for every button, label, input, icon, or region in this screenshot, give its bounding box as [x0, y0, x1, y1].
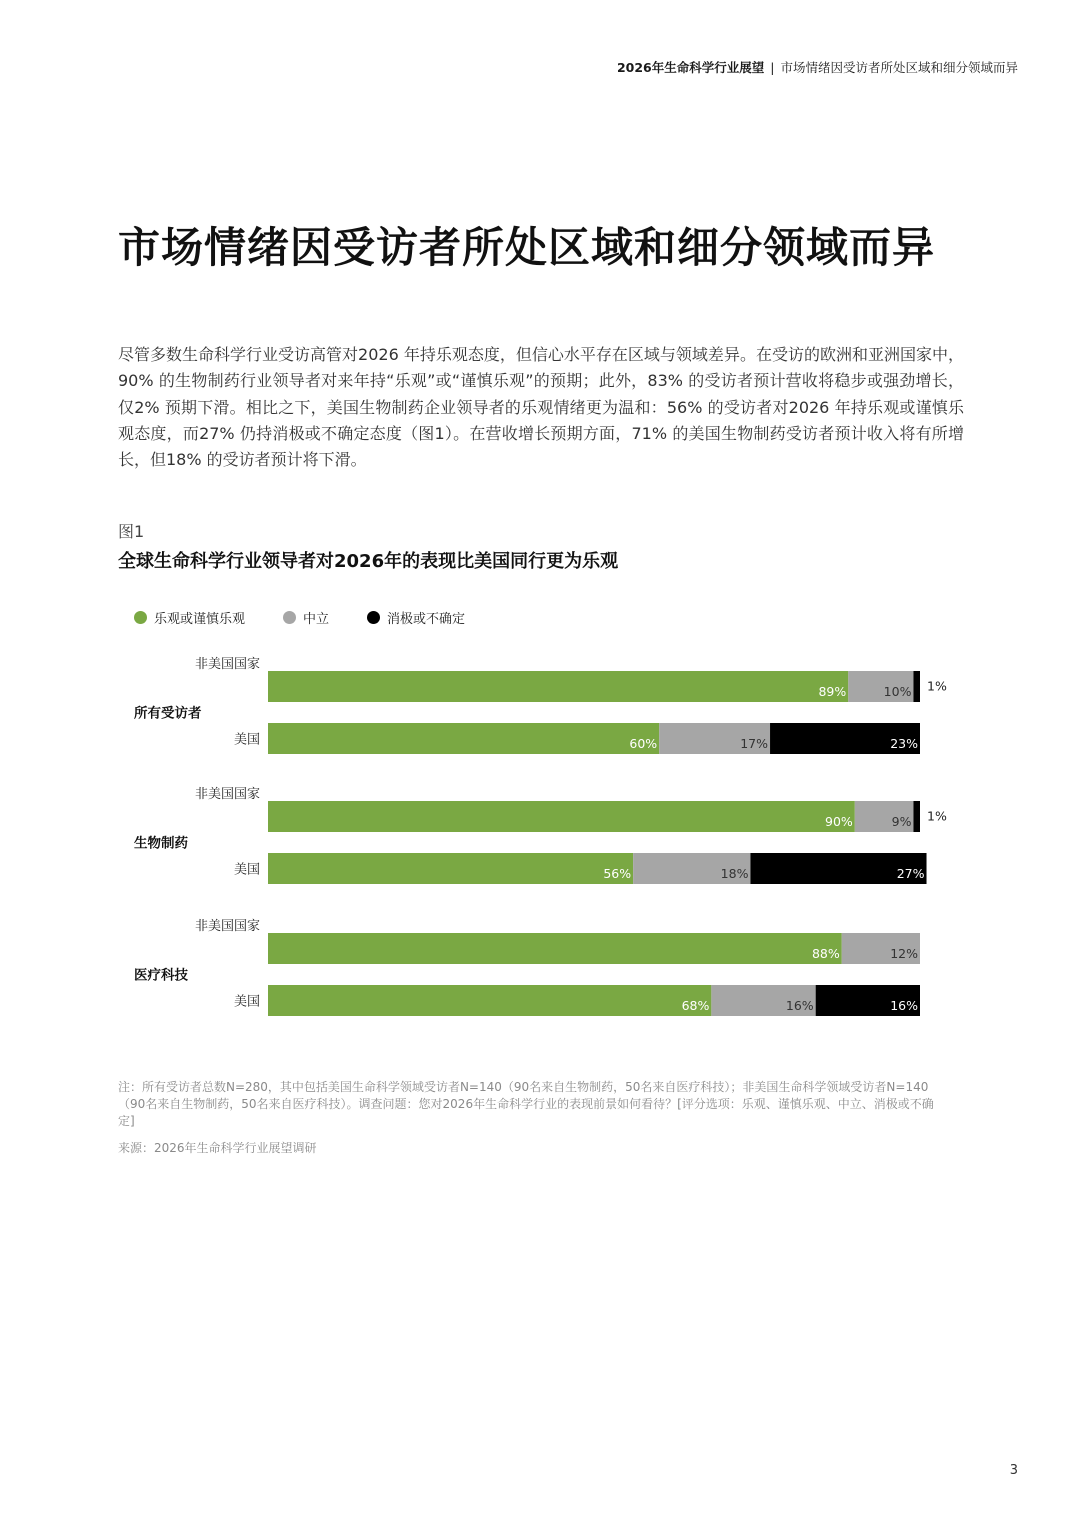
bar-value-label: 18% [720, 866, 749, 881]
header-report-title: 2026年生命科学行业展望 [616, 60, 765, 75]
bar-value-label: 10% [883, 684, 912, 699]
legend-label-neutral: 中立 [303, 612, 330, 627]
chart-legend [134, 608, 465, 627]
group-label: 生物制药 [134, 835, 188, 852]
bar-value-label: 1% [927, 808, 947, 824]
bar-segment [268, 801, 855, 832]
bar-segment [268, 723, 659, 754]
legend-item-negative [367, 608, 465, 627]
bar-value-label: 16% [890, 998, 918, 1013]
stacked-bar-chart [0, 650, 1080, 1030]
bar-row-label: 美国 [233, 732, 260, 748]
legend-label-negative: 消极或不确定 [387, 612, 466, 627]
header-separator: | [770, 60, 775, 75]
bar-value-label: 88% [811, 946, 840, 961]
bar-value-label: 16% [785, 998, 814, 1013]
bar-row-label: 非美国国家 [194, 919, 260, 934]
body-paragraph: 尽管多数生命科学行业受访高管对2026 年持乐观态度，但信心水平存在区域与领域差异。在受访的欧洲和亚洲国家中，90% 的生物制药行业领导者对来年持“乐观”或“谨慎乐观”的预期；此外，83% 的受访者预计营收将稳步或强劲增长，仅2% 预期下滑。相比之下，美国生物制药企业领导者的乐观情绪更为温和：56% 的受访者对2026 年持乐观或谨慎乐观态度，而27% 仍持消极或不确定态度（图1）。在营收增长预期方面，71% 的美国生物制药受访者预计收入将有所增长，但18% 的受访者预计将下滑。 [118, 345, 964, 470]
bar-segment [268, 853, 633, 884]
bar-value-label: 56% [603, 866, 632, 881]
figure-label: 图1 [118, 522, 145, 541]
header-section-title: 市场情绪因受访者所处区域和细分领域而异 [780, 60, 1018, 75]
page-number: 3 [1009, 1463, 1018, 1478]
bar-value-label: 23% [890, 736, 918, 751]
bar-segment [913, 801, 920, 832]
bar-segment [268, 985, 711, 1016]
bar-segment [268, 671, 848, 702]
legend-label-optimistic: 乐观或谨慎乐观 [154, 612, 246, 627]
bar-value-label: 89% [818, 684, 847, 699]
legend-swatch-negative [367, 611, 380, 624]
bar-row-label: 美国 [233, 994, 260, 1010]
bar-segment [913, 671, 920, 702]
group-label: 所有受访者 [134, 705, 202, 722]
chart-note: 注：所有受访者总数N=280，其中包括美国生命科学领域受访者N=140（90名来自生物制药，50名来自医疗科技）；非美国生命科学领域受访者N=140（90名来自生物制药，50名来自医疗科技）。调查问题：您对2026年生命科学行业的表现前景如何看待？[评分选项：乐观、谨慎乐观、中立、消极或不确定] [118, 1080, 934, 1128]
bar-value-label: 60% [629, 736, 658, 751]
bar-value-label: 9% [891, 814, 912, 829]
bar-value-label: 1% [927, 678, 947, 694]
legend-swatch-optimistic [134, 611, 147, 624]
bar-value-label: 12% [890, 946, 918, 961]
page-title: 市场情绪因受访者所处区域和细分领域而异 [118, 223, 936, 272]
figure-title: 全球生命科学行业领导者对2026年的表现比美国同行更为乐观 [118, 551, 619, 572]
legend-swatch-neutral [283, 611, 296, 624]
legend-item-neutral [283, 608, 329, 627]
bar-segment [268, 933, 842, 964]
bar-value-label: 90% [825, 814, 853, 829]
chart-source: 来源：2026年生命科学行业展望调研 [118, 1141, 317, 1155]
bar-row-label: 美国 [233, 862, 260, 878]
bar-row-label: 非美国国家 [194, 657, 260, 672]
bar-value-label: 27% [896, 866, 925, 881]
legend-item-optimistic [134, 608, 245, 627]
page-header [617, 58, 1018, 76]
bar-value-label: 17% [740, 736, 769, 751]
group-label: 医疗科技 [134, 967, 188, 984]
bar-value-label: 68% [681, 998, 710, 1013]
bar-row-label: 非美国国家 [194, 787, 260, 802]
